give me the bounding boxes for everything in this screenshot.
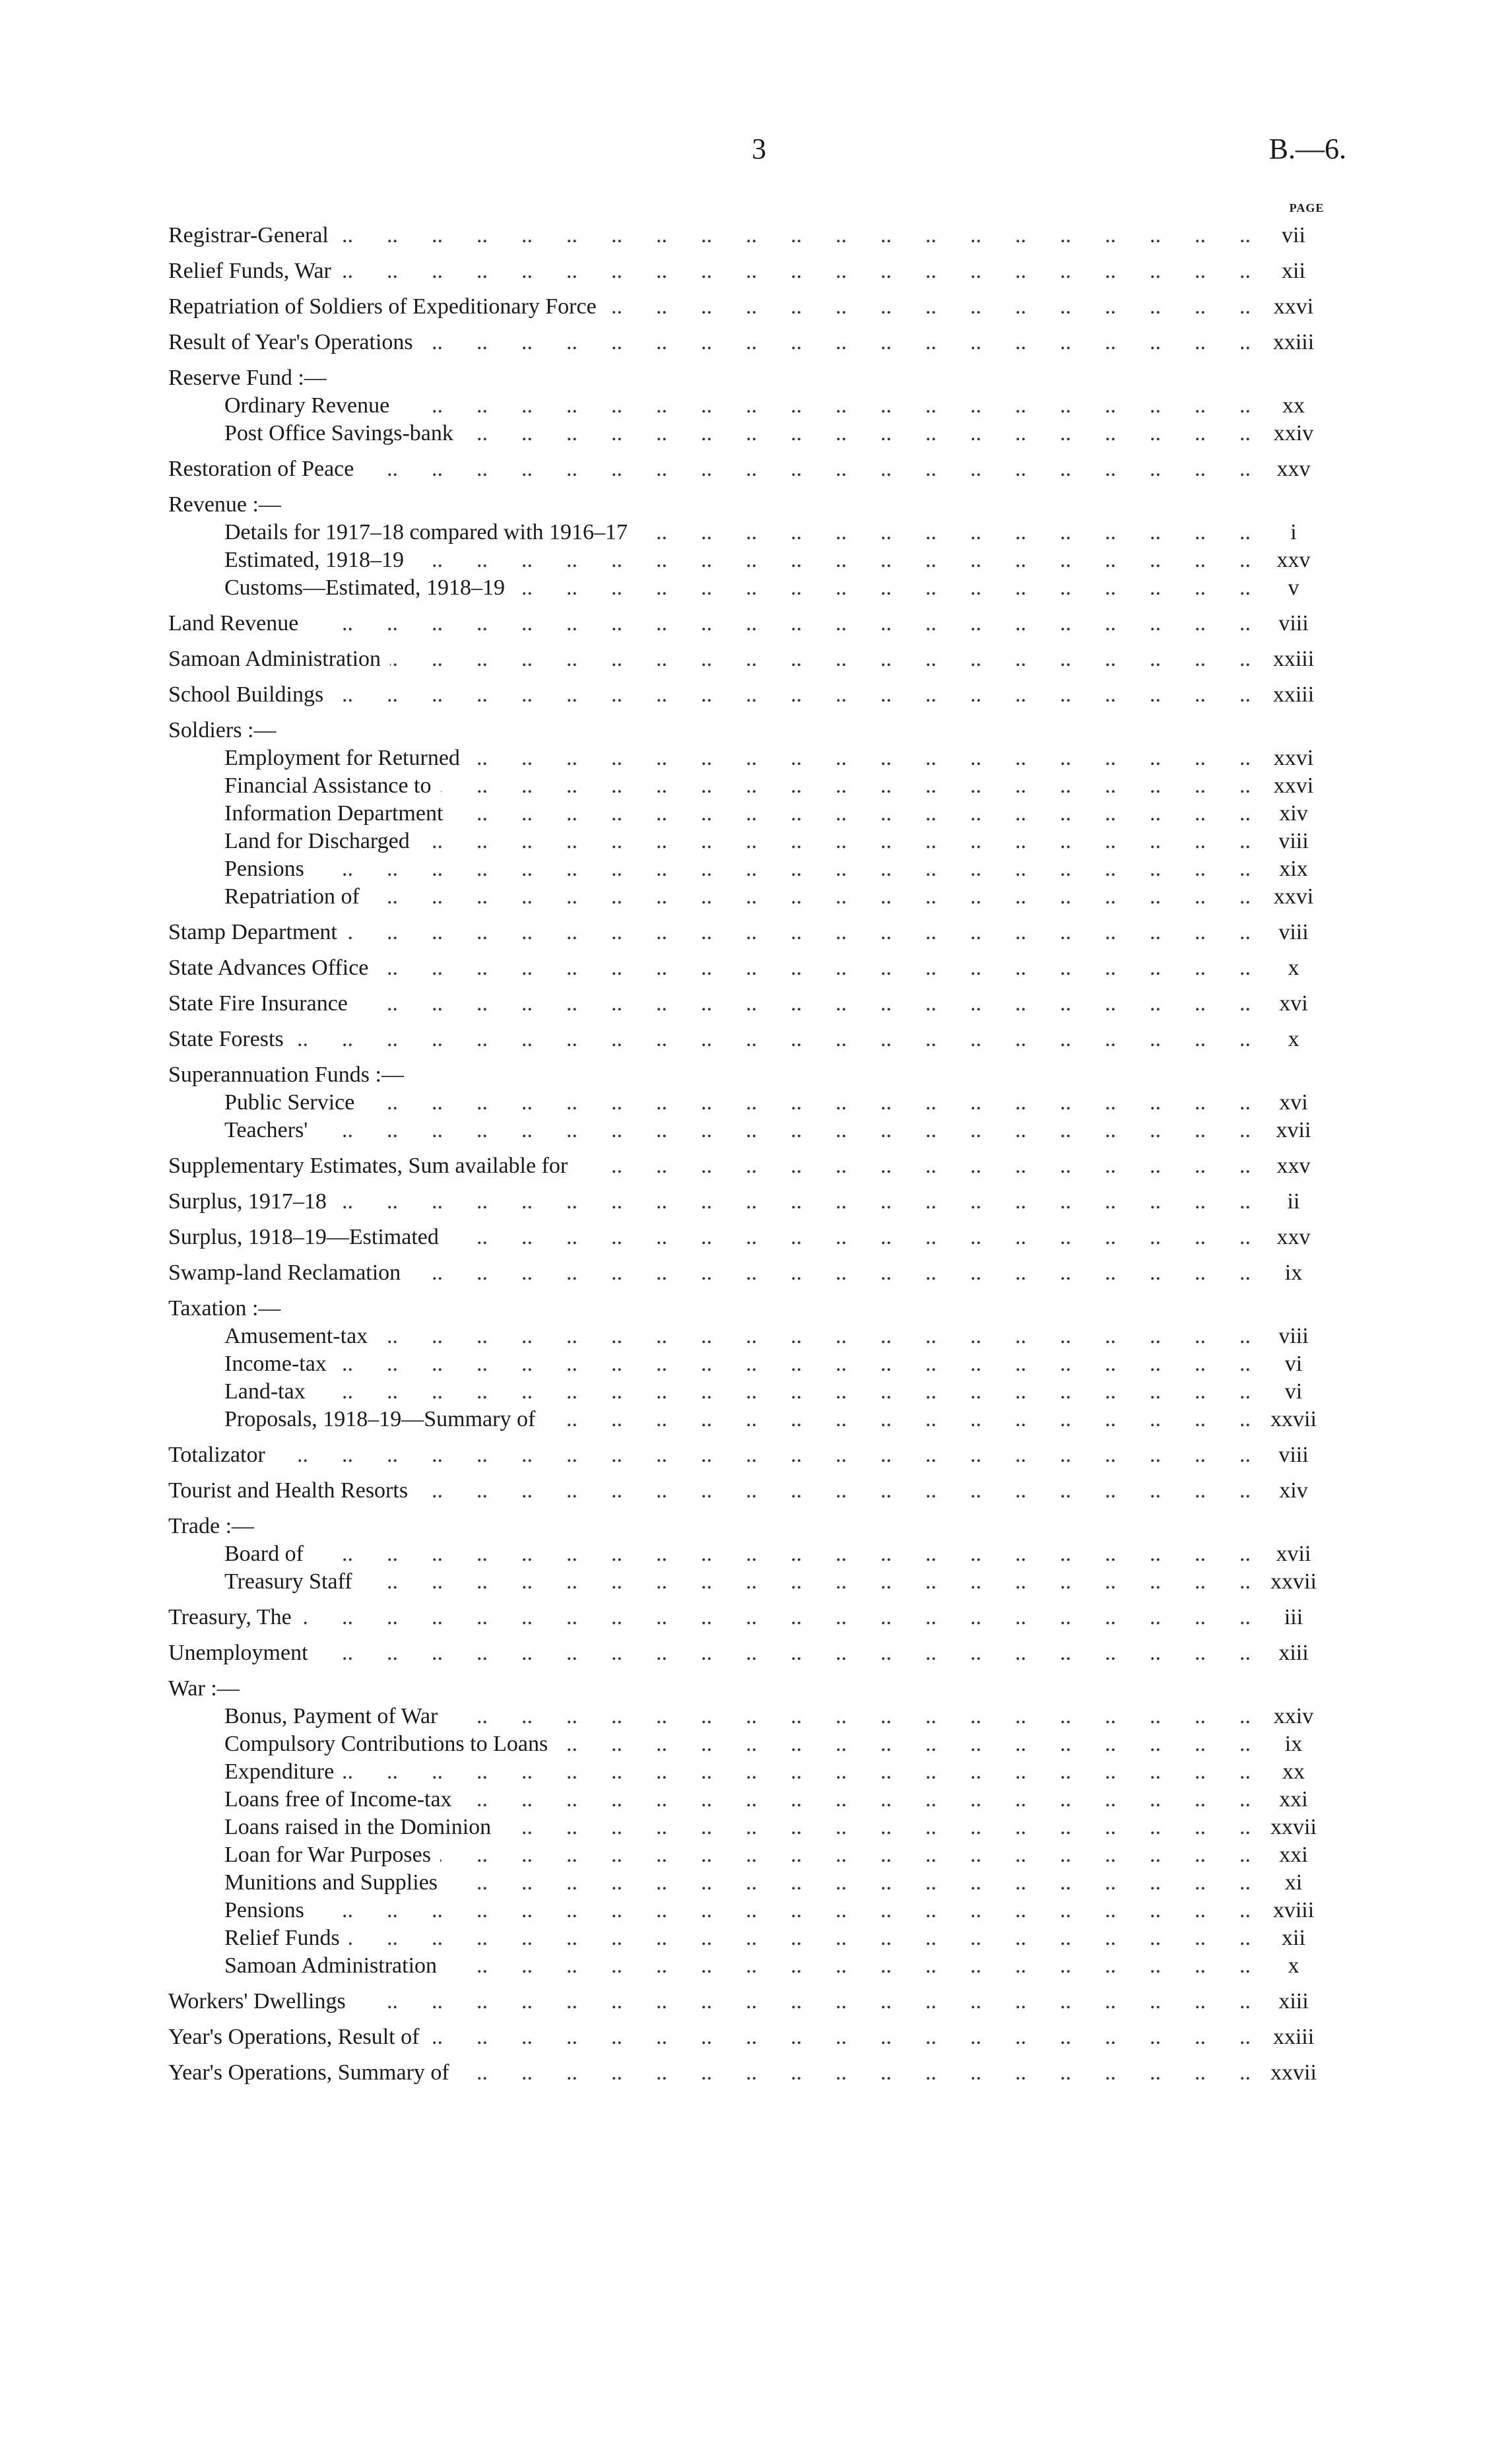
entry-page: xii xyxy=(1257,1924,1330,1952)
index-entry xyxy=(168,1323,1343,1350)
dot-leaders xyxy=(168,1897,1251,1924)
entry-label: Stamp Department xyxy=(168,919,346,946)
entry-page: ix xyxy=(1257,1730,1330,1758)
entry-label: Land Revenue xyxy=(168,610,308,638)
entry-page: xxiii xyxy=(1257,2023,1330,2051)
entry-label: Post Office Savings-bank xyxy=(168,420,463,447)
index-entry xyxy=(168,1259,1343,1287)
index-list xyxy=(168,222,1343,2087)
entry-page: xvii xyxy=(1257,1117,1330,1144)
index-entry xyxy=(168,1639,1343,1667)
entry-page: xxi xyxy=(1257,1786,1330,1814)
entry-label: Surplus, 1918–19—Estimated xyxy=(168,1224,448,1251)
entry-page: xxvii xyxy=(1257,2059,1330,2087)
entry-label: Samoan Administration xyxy=(168,1952,446,1980)
index-group-heading xyxy=(168,1513,1343,1540)
index-entry xyxy=(168,1378,1343,1406)
entry-label: State Fire Insurance xyxy=(168,990,357,1018)
entry-label: Relief Funds, War xyxy=(168,257,341,285)
index-entry xyxy=(168,329,1343,356)
entry-page: xxi xyxy=(1257,1841,1330,1869)
entry-page: xxvi xyxy=(1257,772,1330,800)
entry-label: Proposals, 1918–19—Summary of xyxy=(168,1406,544,1433)
dot-leaders xyxy=(168,1540,1251,1568)
entry-page: xxvii xyxy=(1257,1406,1330,1433)
index-entry xyxy=(168,2023,1343,2051)
entry-page: xxiii xyxy=(1257,681,1330,709)
index-entry xyxy=(168,574,1343,602)
page-number: 3 xyxy=(752,133,766,165)
entry-label: Registrar-General xyxy=(168,222,338,249)
entry-page: vi xyxy=(1257,1350,1330,1378)
entry-page: xxv xyxy=(1257,546,1330,574)
entry-label: Taxation :— xyxy=(168,1295,290,1323)
entry-page: xxiii xyxy=(1257,329,1330,356)
entry-label: Loans free of Income-tax xyxy=(168,1786,461,1814)
entry-label: Reserve Fund :— xyxy=(168,364,336,392)
index-entry xyxy=(168,1477,1343,1505)
entry-page: xxv xyxy=(1257,455,1330,483)
entry-page: xxv xyxy=(1257,1224,1330,1251)
index-group-heading xyxy=(168,364,1343,392)
index-entry xyxy=(168,1897,1343,1924)
index-entry xyxy=(168,954,1343,982)
entry-label: Expenditure xyxy=(168,1758,343,1786)
entry-label: Swamp-land Reclamation xyxy=(168,1259,410,1287)
index-entry xyxy=(168,1814,1343,1841)
entry-page: xix xyxy=(1257,855,1330,883)
entry-page: xii xyxy=(1257,257,1330,285)
entry-page: xvi xyxy=(1257,1089,1330,1117)
entry-page: xxv xyxy=(1257,1152,1330,1180)
entry-label: Information Department xyxy=(168,800,452,828)
index-entry xyxy=(168,1924,1343,1952)
dot-leaders xyxy=(168,1378,1251,1406)
entry-label: Result of Year's Operations xyxy=(168,329,422,356)
entry-label: Trade :— xyxy=(168,1513,263,1540)
index-entry xyxy=(168,645,1343,673)
entry-label: Customs—Estimated, 1918–19 xyxy=(168,574,514,602)
entry-label: Treasury Staff xyxy=(168,1568,362,1596)
entry-label: Loans raised in the Dominion xyxy=(168,1814,500,1841)
entry-label: Superannuation Funds :— xyxy=(168,1061,413,1089)
index-entry xyxy=(168,883,1343,911)
index-entry xyxy=(168,1703,1343,1730)
index-entry xyxy=(168,1406,1343,1433)
entry-page: xviii xyxy=(1257,1897,1330,1924)
index-entry xyxy=(168,257,1343,285)
entry-label: Compulsory Contributions to Loans xyxy=(168,1730,557,1758)
index-entry xyxy=(168,546,1343,574)
entry-page: x xyxy=(1257,954,1330,982)
entry-page: v xyxy=(1257,574,1330,602)
dot-leaders xyxy=(168,1604,1251,1631)
entry-page: x xyxy=(1257,1026,1330,1053)
entry-label: Tourist and Health Resorts xyxy=(168,1477,417,1505)
entry-page: viii xyxy=(1257,1323,1330,1350)
entry-page: xiv xyxy=(1257,1477,1330,1505)
entry-label: Revenue :— xyxy=(168,491,290,519)
entry-label: Bonus, Payment of War xyxy=(168,1703,447,1730)
index-entry xyxy=(168,919,1343,946)
index-entry xyxy=(168,828,1343,855)
entry-label: Repatriation of Soldiers of Expeditionary Force xyxy=(168,293,606,321)
index-entry xyxy=(168,1350,1343,1378)
entry-label: State Advances Office xyxy=(168,954,378,982)
entry-page: xxiv xyxy=(1257,1703,1330,1730)
entry-page: vi xyxy=(1257,1378,1330,1406)
index-entry xyxy=(168,222,1343,249)
entry-label: Year's Operations, Summary of xyxy=(168,2059,459,2087)
entry-label: Unemployment xyxy=(168,1639,317,1667)
entry-label: Surplus, 1917–18 xyxy=(168,1188,336,1216)
entry-page: viii xyxy=(1257,828,1330,855)
entry-page: xxvi xyxy=(1257,883,1330,911)
entry-page: xxvi xyxy=(1257,293,1330,321)
index-entry xyxy=(168,1604,1343,1631)
entry-label: Income-tax xyxy=(168,1350,336,1378)
index-entry xyxy=(168,1869,1343,1897)
document-code: B.—6. xyxy=(1268,133,1346,165)
entry-page: x xyxy=(1257,1952,1330,1980)
entry-label: Repatriation of xyxy=(168,883,369,911)
entry-label: Totalizator xyxy=(168,1441,275,1469)
entry-label: Loan for War Purposes xyxy=(168,1841,440,1869)
index-entry xyxy=(168,1841,1343,1869)
entry-label: Munitions and Supplies xyxy=(168,1869,447,1897)
index-entry xyxy=(168,420,1343,447)
entry-page: xiii xyxy=(1257,1988,1330,2015)
entry-label: Workers' Dwellings xyxy=(168,1988,355,2015)
entry-page: xvi xyxy=(1257,990,1330,1018)
index-entry xyxy=(168,610,1343,638)
entry-label: Treasury, The xyxy=(168,1604,301,1631)
entry-page: viii xyxy=(1257,1441,1330,1469)
entry-page: xxiii xyxy=(1257,645,1330,673)
index-entry xyxy=(168,1441,1343,1469)
entry-label: Teachers' xyxy=(168,1117,317,1144)
entry-label: Ordinary Revenue xyxy=(168,392,399,420)
entry-page: xvii xyxy=(1257,1540,1330,1568)
entry-label: Pensions xyxy=(168,1897,313,1924)
dot-leaders xyxy=(168,610,1251,638)
entry-page: viii xyxy=(1257,919,1330,946)
index-entry xyxy=(168,1117,1343,1144)
entry-label: Relief Funds xyxy=(168,1924,349,1952)
index-entry xyxy=(168,744,1343,772)
dot-leaders xyxy=(168,1026,1251,1053)
entry-page: xi xyxy=(1257,1869,1330,1897)
index-entry xyxy=(168,293,1343,321)
index-group-heading xyxy=(168,717,1343,744)
entry-page: ix xyxy=(1257,1259,1330,1287)
entry-page: iii xyxy=(1257,1604,1330,1631)
index-group-heading xyxy=(168,1061,1343,1089)
index-entry xyxy=(168,1152,1343,1180)
dot-leaders xyxy=(168,1441,1251,1469)
index-entry xyxy=(168,855,1343,883)
index-entry xyxy=(168,1952,1343,1980)
entry-page: xx xyxy=(1257,392,1330,420)
entry-page: xiv xyxy=(1257,800,1330,828)
index-entry xyxy=(168,772,1343,800)
index-group-heading xyxy=(168,1295,1343,1323)
entry-label: Soldiers :— xyxy=(168,717,285,744)
entry-page: viii xyxy=(1257,610,1330,638)
index-entry xyxy=(168,1730,1343,1758)
entry-label: Year's Operations, Result of xyxy=(168,2023,428,2051)
index-group-heading xyxy=(168,491,1343,519)
index-entry xyxy=(168,681,1343,709)
entry-page: xxvi xyxy=(1257,744,1330,772)
index-entry xyxy=(168,1988,1343,2015)
entry-label: State Forests xyxy=(168,1026,293,1053)
index-entry xyxy=(168,1758,1343,1786)
entry-page: xiii xyxy=(1257,1639,1330,1667)
index-entry xyxy=(168,1188,1343,1216)
entry-page: xxiv xyxy=(1257,420,1330,447)
entry-label: Estimated, 1918–19 xyxy=(168,546,413,574)
entry-label: Public Service xyxy=(168,1089,364,1117)
entry-label: Employment for Returned xyxy=(168,744,469,772)
dot-leaders xyxy=(168,1117,1251,1144)
entry-label: Financial Assistance to xyxy=(168,772,441,800)
index-entry xyxy=(168,455,1343,483)
entry-page: xxvii xyxy=(1257,1568,1330,1596)
index-entry xyxy=(168,1224,1343,1251)
dot-leaders xyxy=(168,1639,1251,1667)
entry-label: Restoration of Peace xyxy=(168,455,363,483)
index-entry xyxy=(168,519,1343,546)
entry-page: xxvii xyxy=(1257,1814,1330,1841)
entry-label: Details for 1917–18 compared with 1916–17 xyxy=(168,519,637,546)
index-entry xyxy=(168,392,1343,420)
entry-label: Supplementary Estimates, Sum available for xyxy=(168,1152,577,1180)
page-column-heading: PAGE xyxy=(1289,201,1325,214)
entry-label: War :— xyxy=(168,1675,249,1703)
index-entry xyxy=(168,1786,1343,1814)
index-group-heading xyxy=(168,1675,1343,1703)
index-entry xyxy=(168,1089,1343,1117)
index-entry xyxy=(168,1568,1343,1596)
entry-label: Land for Discharged xyxy=(168,828,419,855)
index-entry xyxy=(168,800,1343,828)
entry-page: vii xyxy=(1257,222,1330,249)
entry-page: xx xyxy=(1257,1758,1330,1786)
entry-label: Amusement-tax xyxy=(168,1323,377,1350)
index-entry xyxy=(168,2059,1343,2087)
entry-label: School Buildings xyxy=(168,681,333,709)
index-entry xyxy=(168,1026,1343,1053)
entry-label: Pensions xyxy=(168,855,313,883)
entry-label: Board of xyxy=(168,1540,313,1568)
entry-label: Samoan Administration xyxy=(168,645,390,673)
index-entry xyxy=(168,990,1343,1018)
index-entry xyxy=(168,1540,1343,1568)
dot-leaders xyxy=(168,855,1251,883)
entry-page: i xyxy=(1257,519,1330,546)
entry-page: ii xyxy=(1257,1188,1330,1216)
entry-label: Land-tax xyxy=(168,1378,315,1406)
